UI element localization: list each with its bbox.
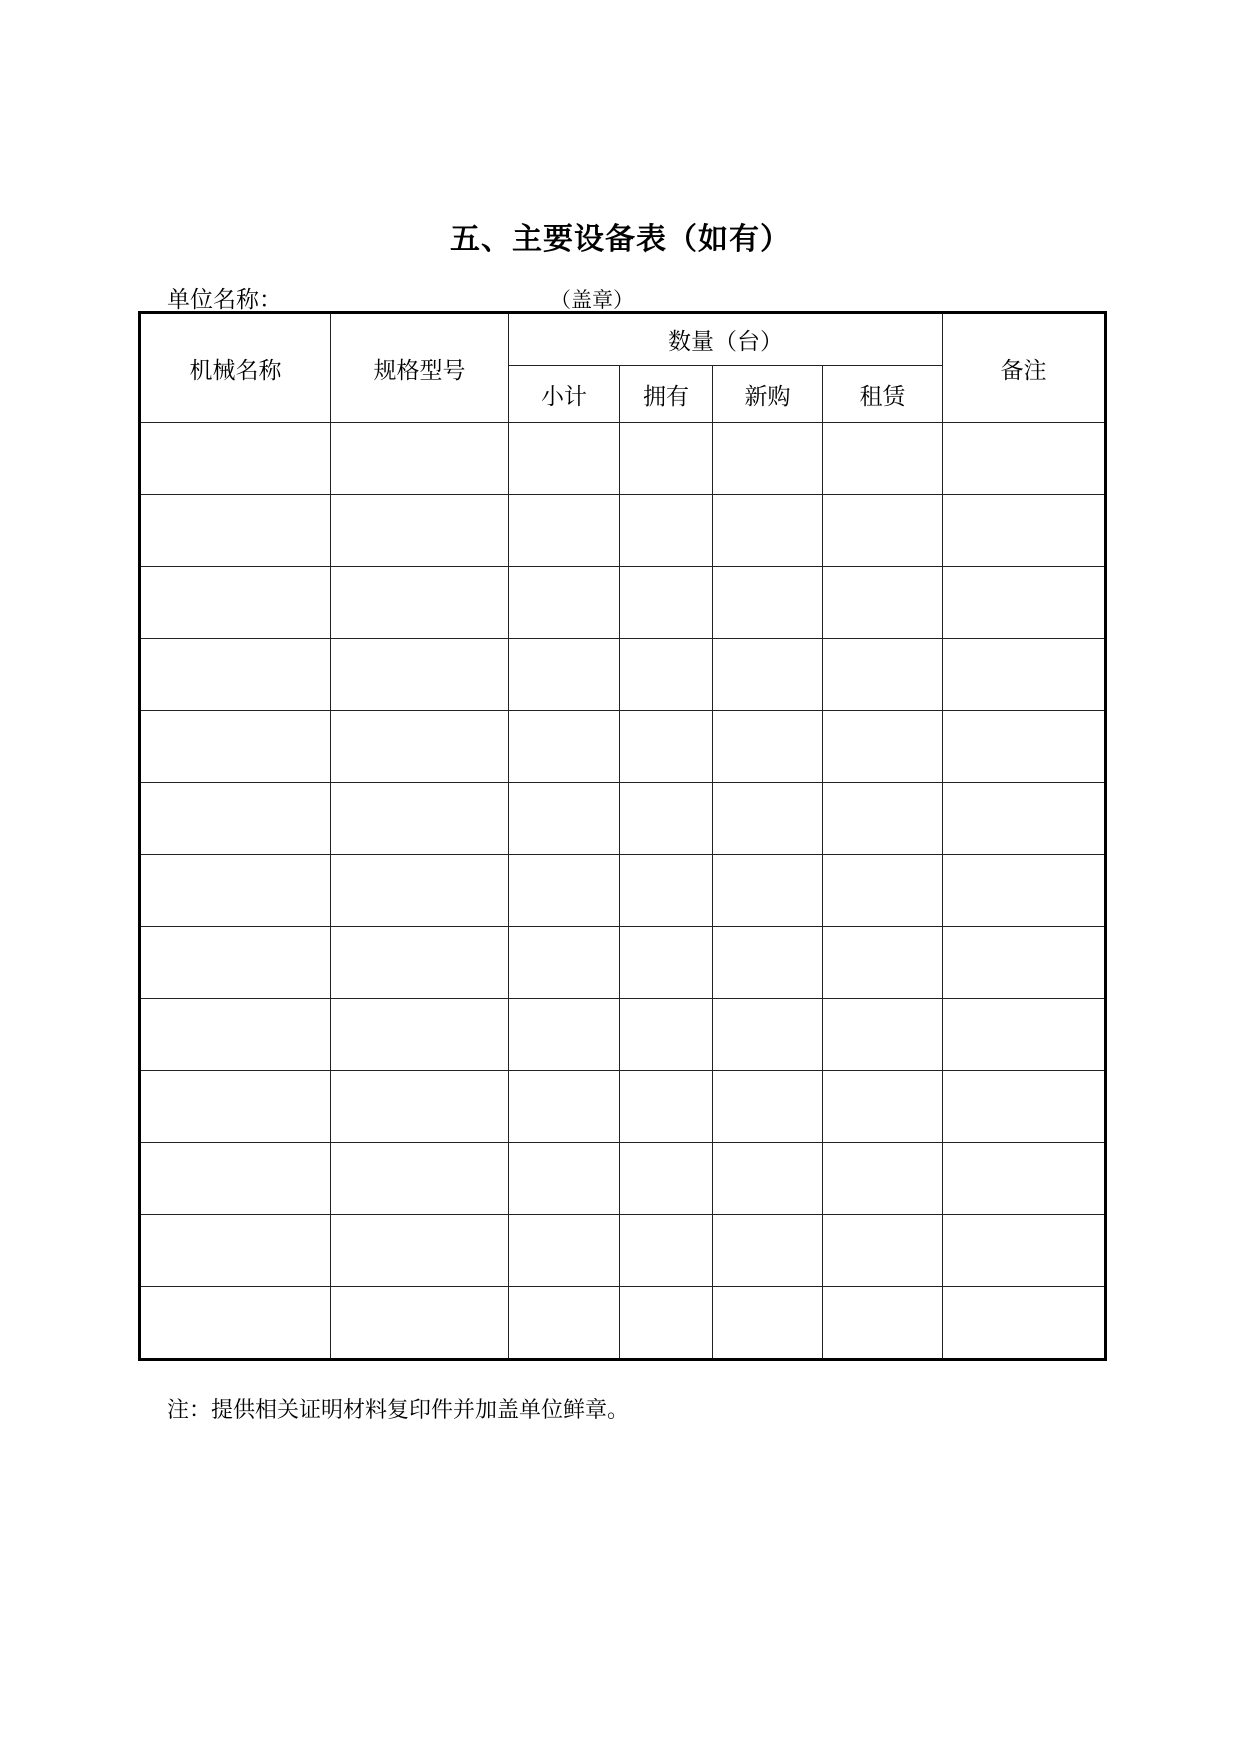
cell-remark[interactable] [943,639,1106,711]
cell-new-purchase[interactable] [713,495,823,567]
cell-machine-name[interactable] [140,567,331,639]
cell-subtotal[interactable] [509,783,620,855]
cell-subtotal[interactable] [509,1071,620,1143]
cell-lease[interactable] [823,1287,943,1360]
cell-machine-name[interactable] [140,999,331,1071]
cell-lease[interactable] [823,495,943,567]
unit-name-label: 单位名称： [167,287,282,313]
table-row [140,495,1106,567]
cell-new-purchase[interactable] [713,1287,823,1360]
cell-machine-name[interactable] [140,495,331,567]
cell-spec-model[interactable] [331,1215,509,1287]
cell-spec-model[interactable] [331,1143,509,1215]
header-spec-model: 规格型号 [331,313,509,423]
footnote: 注：提供相关证明材料复印件并加盖单位鲜章。 [167,1398,630,1423]
table-row [140,999,1106,1071]
cell-spec-model[interactable] [331,567,509,639]
cell-owned[interactable] [620,783,713,855]
cell-owned[interactable] [620,1215,713,1287]
cell-spec-model[interactable] [331,711,509,783]
cell-machine-name[interactable] [140,1071,331,1143]
table-row [140,783,1106,855]
header-quantity: 数量（台） [509,313,943,366]
cell-subtotal[interactable] [509,1287,620,1360]
cell-subtotal[interactable] [509,639,620,711]
cell-spec-model[interactable] [331,495,509,567]
cell-lease[interactable] [823,855,943,927]
cell-remark[interactable] [943,999,1106,1071]
cell-machine-name[interactable] [140,783,331,855]
cell-subtotal[interactable] [509,999,620,1071]
cell-lease[interactable] [823,711,943,783]
unit-name-line [167,281,634,314]
cell-machine-name[interactable] [140,1143,331,1215]
cell-spec-model[interactable] [331,1287,509,1360]
seal-label: （盖章） [550,288,634,312]
cell-owned[interactable] [620,423,713,495]
cell-spec-model[interactable] [331,855,509,927]
cell-spec-model[interactable] [331,639,509,711]
cell-subtotal[interactable] [509,1215,620,1287]
table-row [140,423,1106,495]
table-row [140,711,1106,783]
cell-lease[interactable] [823,927,943,999]
header-new-purchase: 新购 [713,366,823,423]
cell-new-purchase[interactable] [713,639,823,711]
cell-machine-name[interactable] [140,927,331,999]
cell-subtotal[interactable] [509,495,620,567]
cell-remark[interactable] [943,783,1106,855]
cell-owned[interactable] [620,639,713,711]
cell-lease[interactable] [823,783,943,855]
cell-lease[interactable] [823,1143,943,1215]
cell-new-purchase[interactable] [713,1071,823,1143]
cell-owned[interactable] [620,1143,713,1215]
cell-subtotal[interactable] [509,1143,620,1215]
header-owned: 拥有 [620,366,713,423]
header-machine-name: 机械名称 [140,313,331,423]
cell-remark[interactable] [943,423,1106,495]
header-remark: 备注 [943,313,1106,423]
cell-lease[interactable] [823,999,943,1071]
cell-new-purchase[interactable] [713,423,823,495]
cell-machine-name[interactable] [140,639,331,711]
cell-remark[interactable] [943,927,1106,999]
cell-subtotal[interactable] [509,855,620,927]
cell-new-purchase[interactable] [713,1215,823,1287]
cell-owned[interactable] [620,495,713,567]
table-row [140,1143,1106,1215]
cell-remark[interactable] [943,1071,1106,1143]
cell-machine-name[interactable] [140,711,331,783]
cell-remark[interactable] [943,495,1106,567]
table-row [140,855,1106,927]
table-row [140,927,1106,999]
cell-remark[interactable] [943,855,1106,927]
cell-spec-model[interactable] [331,927,509,999]
table-row [140,567,1106,639]
cell-lease[interactable] [823,639,943,711]
cell-owned[interactable] [620,927,713,999]
cell-new-purchase[interactable] [713,855,823,927]
cell-new-purchase[interactable] [713,1143,823,1215]
cell-owned[interactable] [620,1287,713,1360]
cell-remark[interactable] [943,1215,1106,1287]
table-row [140,639,1106,711]
cell-new-purchase[interactable] [713,567,823,639]
cell-remark[interactable] [943,567,1106,639]
cell-new-purchase[interactable] [713,783,823,855]
header-lease: 租赁 [823,366,943,423]
cell-owned[interactable] [620,567,713,639]
cell-remark[interactable] [943,1287,1106,1360]
cell-owned[interactable] [620,999,713,1071]
cell-subtotal[interactable] [509,567,620,639]
cell-spec-model[interactable] [331,783,509,855]
cell-remark[interactable] [943,1143,1106,1215]
cell-subtotal[interactable] [509,927,620,999]
cell-subtotal[interactable] [509,711,620,783]
cell-spec-model[interactable] [331,1071,509,1143]
cell-lease[interactable] [823,1071,943,1143]
cell-owned[interactable] [620,1071,713,1143]
cell-owned[interactable] [620,711,713,783]
cell-spec-model[interactable] [331,999,509,1071]
cell-machine-name[interactable] [140,423,331,495]
cell-machine-name[interactable] [140,1287,331,1360]
cell-new-purchase[interactable] [713,927,823,999]
cell-machine-name[interactable] [140,1215,331,1287]
equipment-table [138,311,1107,1361]
header-subtotal: 小计 [509,366,620,423]
cell-spec-model[interactable] [331,423,509,495]
table-body [140,423,1106,1360]
cell-lease[interactable] [823,1215,943,1287]
cell-new-purchase[interactable] [713,999,823,1071]
cell-subtotal[interactable] [509,423,620,495]
cell-lease[interactable] [823,567,943,639]
table-row [140,1215,1106,1287]
cell-new-purchase[interactable] [713,711,823,783]
cell-lease[interactable] [823,423,943,495]
cell-owned[interactable] [620,855,713,927]
page-title: 五、主要设备表（如有） [450,222,791,257]
table-row [140,1071,1106,1143]
cell-remark[interactable] [943,711,1106,783]
cell-machine-name[interactable] [140,855,331,927]
table-row [140,1287,1106,1360]
